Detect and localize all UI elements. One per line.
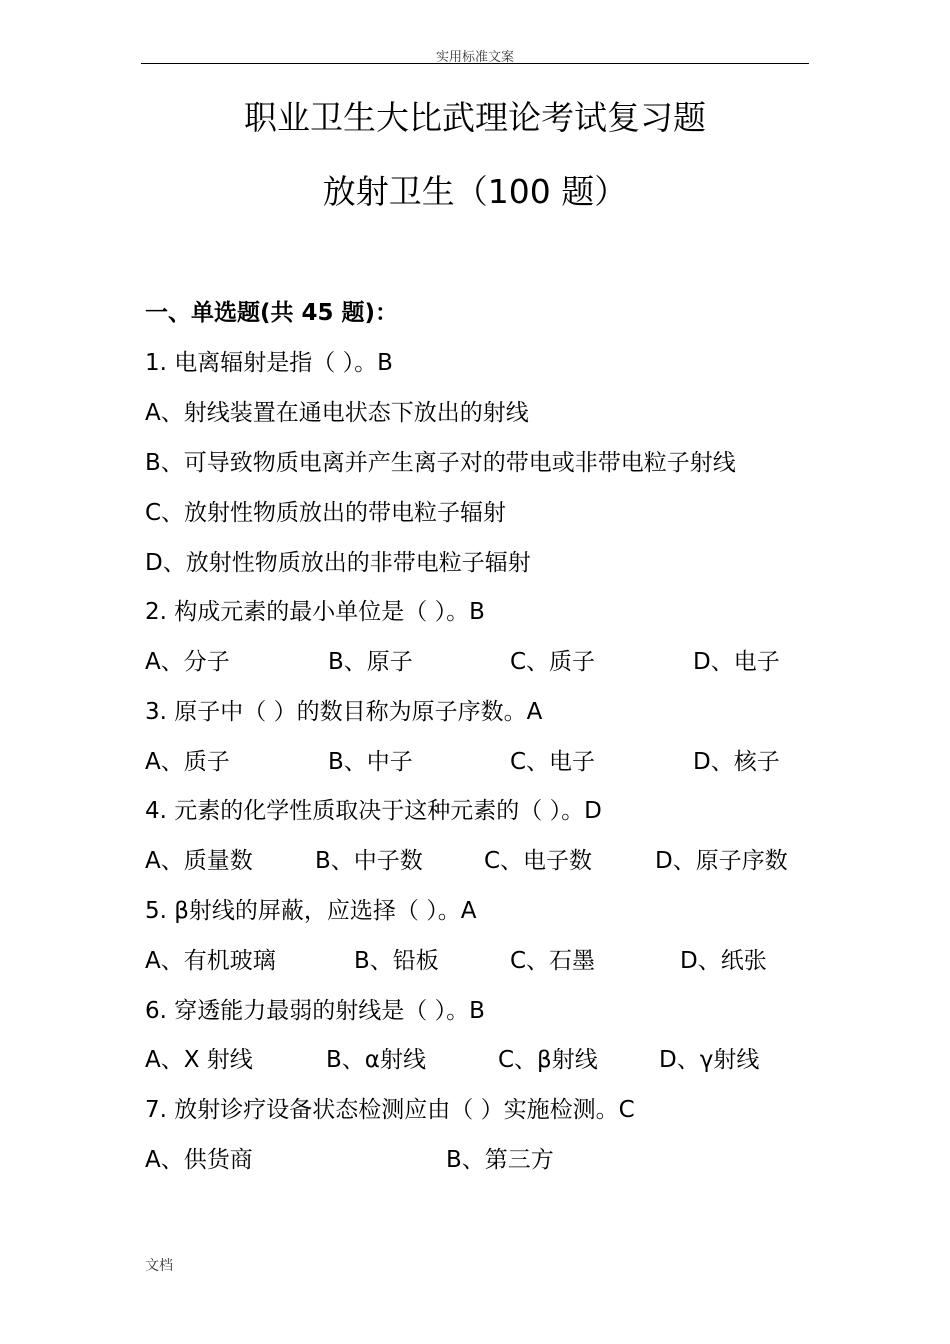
option-a: A、质量数 [145,848,253,874]
option-c: C、石墨 [510,948,596,974]
page-footer: 文档 [145,1258,173,1274]
question-7: 7. 放射诊疗设备状态检测应由（ ）实施检测。C [145,1097,635,1123]
option-b: B、中子 [328,749,413,775]
question-5-options [145,944,805,978]
option-d: D、原子序数 [655,848,788,874]
option-c: C、电子数 [484,848,593,874]
question-1-option-a: A、射线装置在通电状态下放出的射线 [145,400,529,426]
question-3-options [145,745,805,779]
option-d: D、电子 [693,649,780,675]
option-c: C、β射线 [498,1047,598,1073]
question-4: 4. 元素的化学性质取决于这种元素的（ ）。D [145,798,602,824]
question-2-options [145,645,805,679]
document-title: 职业卫生大比武理论考试复习题 [244,98,706,137]
question-1-option-c: C、放射性物质放出的带电粒子辐射 [145,500,507,526]
question-1-option-b: B、可导致物质电离并产生离子对的带电或非带电粒子射线 [145,450,736,476]
option-d: D、γ射线 [659,1047,760,1073]
option-b: B、第三方 [446,1147,554,1173]
option-a: A、质子 [145,749,230,775]
option-b: B、α射线 [326,1047,426,1073]
option-b: B、中子数 [315,848,423,874]
option-b: B、原子 [328,649,413,675]
question-3: 3. 原子中（ ）的数目称为原子序数。A [145,699,543,725]
question-1-option-d: D、放射性物质放出的非带电粒子辐射 [145,550,531,576]
option-b: B、铅板 [354,948,439,974]
option-c: C、质子 [510,649,596,675]
header-rule [141,63,809,64]
option-a: A、分子 [145,649,230,675]
section-heading: 一、单选题(共 45 题)： [145,300,399,326]
question-1: 1. 电离辐射是指（ ）。B [145,350,393,376]
question-5: 5. β射线的屏蔽，应选择（ ）。A [145,898,477,924]
document-subtitle: 放射卫生（100 题） [322,172,628,211]
question-4-options [145,844,805,878]
option-d: D、核子 [693,749,780,775]
option-d: D、纸张 [680,948,767,974]
question-6: 6. 穿透能力最弱的射线是（ ）。B [145,998,485,1024]
option-a: A、有机玻璃 [145,948,276,974]
option-a: A、供货商 [145,1147,253,1173]
question-2: 2. 构成元素的最小单位是（ ）。B [145,599,485,625]
option-a: A、X 射线 [145,1047,253,1073]
page-header: 实用标准文案 [435,50,514,65]
question-7-options [145,1143,805,1177]
question-6-options [145,1043,805,1077]
option-c: C、电子 [510,749,596,775]
